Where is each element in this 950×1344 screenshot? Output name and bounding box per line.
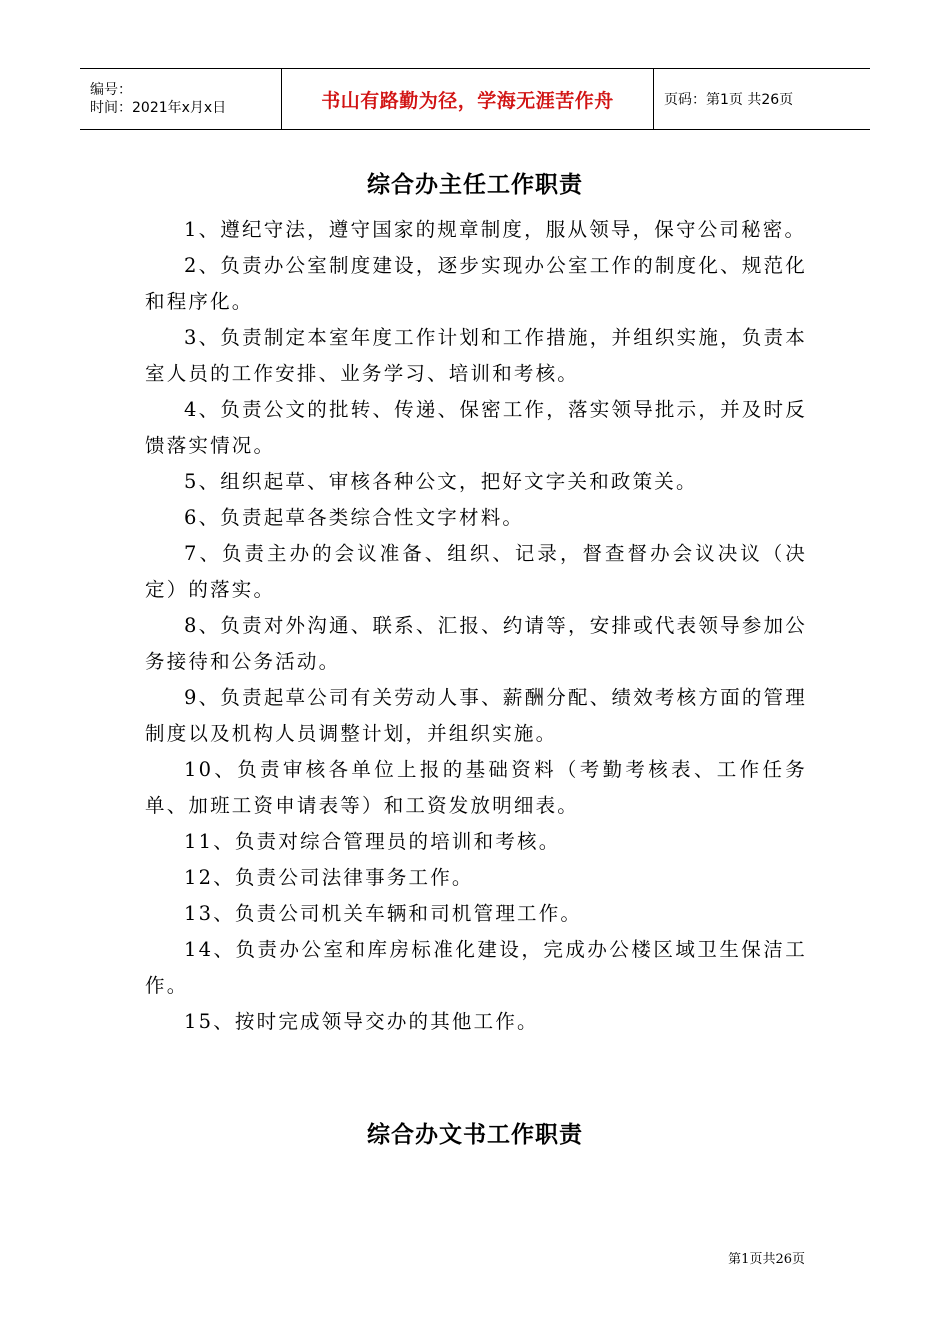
duty-item: 7、负责主办的会议准备、组织、记录，督查督办会议决议（决定）的落实。 <box>145 542 807 601</box>
duty-item: 12、负责公司法律事务工作。 <box>184 866 474 889</box>
date-label: 时间：2021年x月x日 <box>90 100 227 116</box>
duty-item: 8、负责对外沟通、联系、汇报、约请等，安排或代表领导参加公务接待和公务活动。 <box>145 614 807 673</box>
duty-item: 9、负责起草公司有关劳动人事、薪酬分配、绩效考核方面的管理制度以及机构人员调整计划，并组织实施。 <box>145 686 807 745</box>
header-page-info: 页码：第1页 共26页 <box>664 92 794 108</box>
section-title: 综合办主任工作职责 <box>367 171 583 198</box>
duty-item: 5、组织起草、审核各种公文，把好文字关和政策关。 <box>184 470 698 493</box>
header-motto: 书山有路勤为径，学海无涯苦作舟 <box>282 69 654 129</box>
duty-item: 3、负责制定本室年度工作计划和工作措施，并组织实施，负责本室人员的工作安排、业务学习、培训和考核。 <box>145 326 807 385</box>
footer-page-info: 第1页共26页 <box>728 1252 805 1267</box>
duty-item: 13、负责公司机关车辆和司机管理工作。 <box>184 902 583 925</box>
header-meta <box>80 69 282 129</box>
duty-item: 15、按时完成领导交办的其他工作。 <box>184 1010 539 1033</box>
code-label: 编号： <box>90 82 132 98</box>
duty-list <box>145 212 807 1040</box>
duty-item: 11、负责对综合管理员的培训和考核。 <box>184 830 561 853</box>
section-title: 综合办文书工作职责 <box>367 1121 583 1148</box>
duty-item: 1、遵纪守法，遵守国家的规章制度，服从领导，保守公司秘密。 <box>184 218 807 241</box>
duty-item: 6、负责起草各类综合性文字材料。 <box>184 506 525 529</box>
duty-item: 10、负责审核各单位上报的基础资料（考勤考核表、工作任务单、加班工资申请表等）和工资发放明细表。 <box>145 758 807 817</box>
duty-item: 14、负责办公室和库房标准化建设，完成办公楼区域卫生保洁工作。 <box>145 938 807 997</box>
page-header <box>80 68 870 130</box>
duty-item: 2、负责办公室制度建设，逐步实现办公室工作的制度化、规范化和程序化。 <box>145 254 807 313</box>
duty-item: 4、负责公文的批转、传递、保密工作，落实领导批示，并及时反馈落实情况。 <box>145 398 807 457</box>
